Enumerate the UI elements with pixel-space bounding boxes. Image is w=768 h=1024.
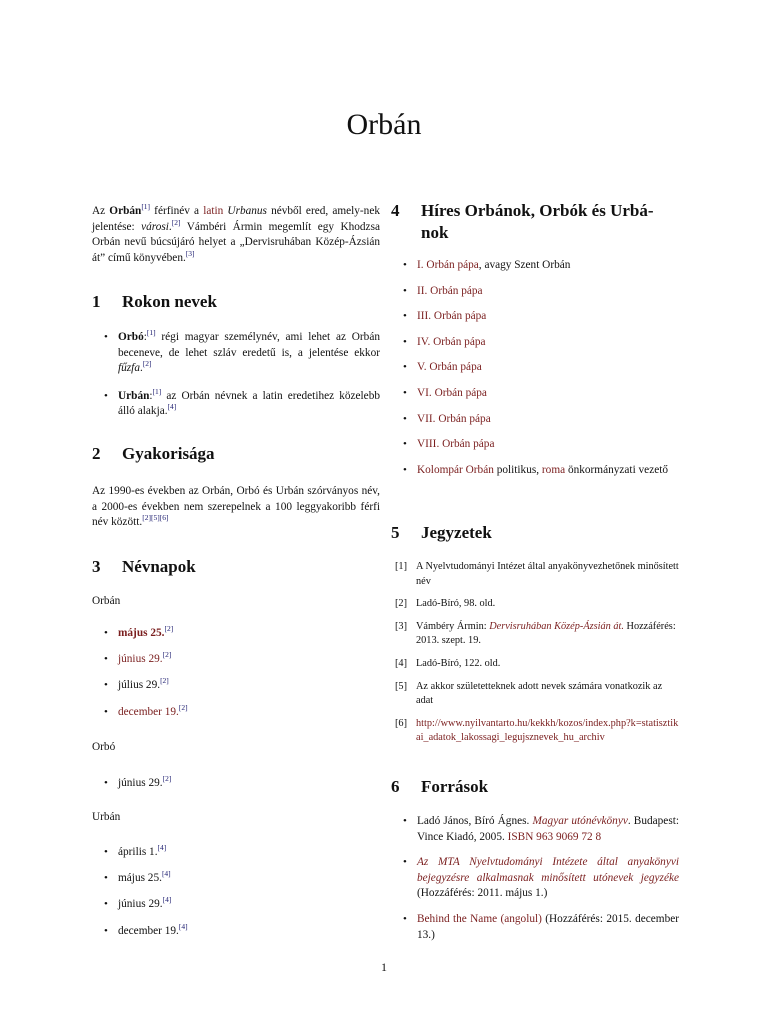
list-item: • május 25.[4] (92, 871, 380, 887)
ref-item: [1] A Nyelvtudományi Intézet által anyakönyvezhetőnek minősített név (395, 561, 679, 587)
ref-item: [3] Vámbéry Ármin: Dervisruhában Közép-Ázsián át. Hozzáférés: 2013. szept. 19. (395, 620, 676, 647)
section-heading-rokon-nevek: 1 Rokon nevek (92, 292, 217, 311)
ref-link[interactable]: [4] (178, 921, 188, 931)
ref-link[interactable]: [2] (164, 624, 174, 634)
section-heading-hires: 4 Híres Orbánok, Orbók és Urbá-nok (391, 201, 654, 242)
pope-link[interactable]: III. Orbán pápa (417, 310, 487, 323)
rokon-nevek-list (92, 330, 380, 420)
intro-paragraph: Az Orbán[1] férfinév a latin Urbanus névből ered, amely-nek jelentése: városi.[2] Vámbéri Ármin megemlít egy Khodzsa Orbán nevű búcsújáró helyet a „Dervisruhában Közép-Ázsián át” című könyvében.[3] (92, 202, 380, 264)
pope-link[interactable]: II. Orbán pápa (417, 284, 483, 297)
isbn-link[interactable]: ISBN 963 9069 72 8 (507, 830, 602, 843)
ref-link[interactable]: [1] (141, 202, 151, 212)
list-item: • Behind the Name (angolul) (Hozzáférés: 2015. december 13.) (391, 912, 679, 943)
pope-link[interactable]: VII. Orbán pápa (417, 412, 491, 425)
list-item (391, 335, 679, 351)
list-item (391, 360, 679, 376)
ref-item: [2] Ladó-Bíró, 98. old. (395, 598, 496, 610)
source-link[interactable]: Behind the Name (angolul) (417, 912, 542, 925)
book-link[interactable]: Magyar utónévkönyv (532, 815, 628, 827)
list-item (92, 652, 380, 668)
roma-link[interactable]: roma (541, 463, 566, 476)
nevnap-label-orbo: Orbó (92, 741, 116, 753)
ref-link[interactable]: [2] (178, 702, 188, 712)
ref-link[interactable]: [2] (162, 650, 172, 660)
date-link[interactable]: június 29. (118, 653, 163, 666)
forrasok-list (391, 814, 679, 943)
pope-link[interactable]: I. Orbán pápa (417, 259, 479, 271)
section-heading-nevnapok: 3 Névnapok (92, 557, 196, 576)
ref-link[interactable]: [4] (162, 895, 172, 905)
ref-link[interactable]: [3] (185, 249, 195, 259)
latin-link[interactable]: latin (203, 205, 224, 217)
list-item: • Az MTA Nyelvtudományi Intézete által anyakönyvi bejegyzésre alkalmasnak minősített utónevek jegyzéke (Hozzáférés: 2011. május 1.) (391, 855, 679, 902)
list-item: • Urbán:[1] az Orbán névnek a latin eredetihez közelebb álló alakja.[4] (92, 389, 380, 420)
ref-link[interactable]: [2] (162, 774, 172, 784)
list-item (92, 702, 380, 721)
list-item: • Kolompár Orbán politikus, roma önkormányzati vezető (391, 463, 679, 479)
list-item (92, 626, 380, 642)
ref-link[interactable]: [2][5][6] (142, 513, 169, 523)
list-item: • június 29.[2] (92, 776, 380, 792)
ref-item: [4] Ladó-Bíró, 122. old. (395, 657, 501, 669)
date-link[interactable]: december 19. (118, 705, 179, 718)
nevnap-list-urban (92, 845, 380, 939)
page-number: 1 (381, 960, 387, 974)
intro-name: Orbán (109, 205, 142, 217)
source-link[interactable]: Az MTA Nyelvtudományi Intézete által anyakönyvi bejegyzésre alkalmasnak minősített utónevek jegyzéke (417, 856, 679, 884)
gyakorisaga-paragraph: Az 1990-es években az Orbán, Orbó és Urbán szórványos név, a 2000-es években nem szerepelnek a 100 leggyakoribb férfi név között.[2][5][6] (92, 485, 380, 529)
person-link[interactable]: Kolompár Orbán (417, 463, 494, 476)
list-item: • július 29.[2] (92, 678, 380, 694)
pope-link[interactable]: VIII. Orbán pápa (417, 438, 495, 451)
ref-item: [5] Az akkor születetteknek adott nevek számára vonatkozik az adat (395, 680, 663, 707)
nevnap-label-urban: Urbán (92, 811, 121, 823)
list-item: • június 29.[4] (92, 897, 380, 913)
nevnap-label-orban: Orbán (92, 595, 121, 607)
ref-link[interactable]: [1] (146, 328, 156, 338)
ref-link[interactable]: [2] (160, 676, 169, 686)
hires-list (391, 258, 679, 478)
book-link[interactable]: Dervisruhában Közép-Ázsián át. (489, 620, 624, 632)
nevnap-list-orban (92, 626, 380, 720)
section-heading-gyakorisaga: 2 Gyakorisága (92, 444, 215, 463)
list-item: • Orbó:[1] régi magyar személynév, ami lehet az Orbán beceneve, de lehet szláv eredetű is, a jelentése ekkor fűzfa.[2] (92, 330, 380, 377)
pope-link[interactable]: IV. Orbán pápa (417, 335, 486, 348)
url-link[interactable]: http://www.nyilvantarto.hu/kekkh/kozos/index.php?k=statisztikai_adatok_lakossagi_legujsznevek_hu_archiv (416, 717, 679, 744)
nevnap-list-orbo (92, 776, 380, 792)
page-title: Orbán (346, 108, 422, 141)
list-item (391, 437, 679, 453)
pope-link[interactable]: VI. Orbán pápa (417, 386, 487, 399)
ref-link[interactable]: [4] (167, 402, 177, 412)
ref-link[interactable]: [4] (157, 843, 167, 853)
list-item (391, 284, 679, 300)
list-item: • december 19.[4] (92, 924, 380, 940)
list-item (391, 412, 679, 428)
section-heading-jegyzetek: 5 Jegyzetek (391, 523, 492, 542)
ref-item: [6] http://www.nyilvantarto.hu/kekkh/kozos/index.php?k=statisztikai_adatok_lakossagi_legujsznevek_hu_archiv (395, 717, 679, 744)
list-item (391, 386, 679, 402)
ref-link[interactable]: [2] (171, 217, 181, 227)
list-item: • április 1.[4] (92, 845, 380, 861)
list-item: • I. Orbán pápa, avagy Szent Orbán (391, 258, 679, 274)
list-item (391, 309, 679, 325)
pope-link[interactable]: V. Orbán pápa (417, 361, 482, 374)
ref-link[interactable]: [1] (152, 387, 162, 397)
section-heading-forrasok: 6 Források (391, 777, 489, 796)
jegyzetek-list (391, 560, 679, 746)
ref-link[interactable]: [4] (161, 869, 171, 879)
list-item: • Ladó János, Bíró Ágnes. Magyar utónévkönyv. Budapest: Vince Kiadó, 2005. ISBN 963 9069 72 8 (391, 814, 679, 845)
ref-link[interactable]: [2] (142, 359, 152, 369)
date-link[interactable]: május 25. (118, 627, 165, 639)
